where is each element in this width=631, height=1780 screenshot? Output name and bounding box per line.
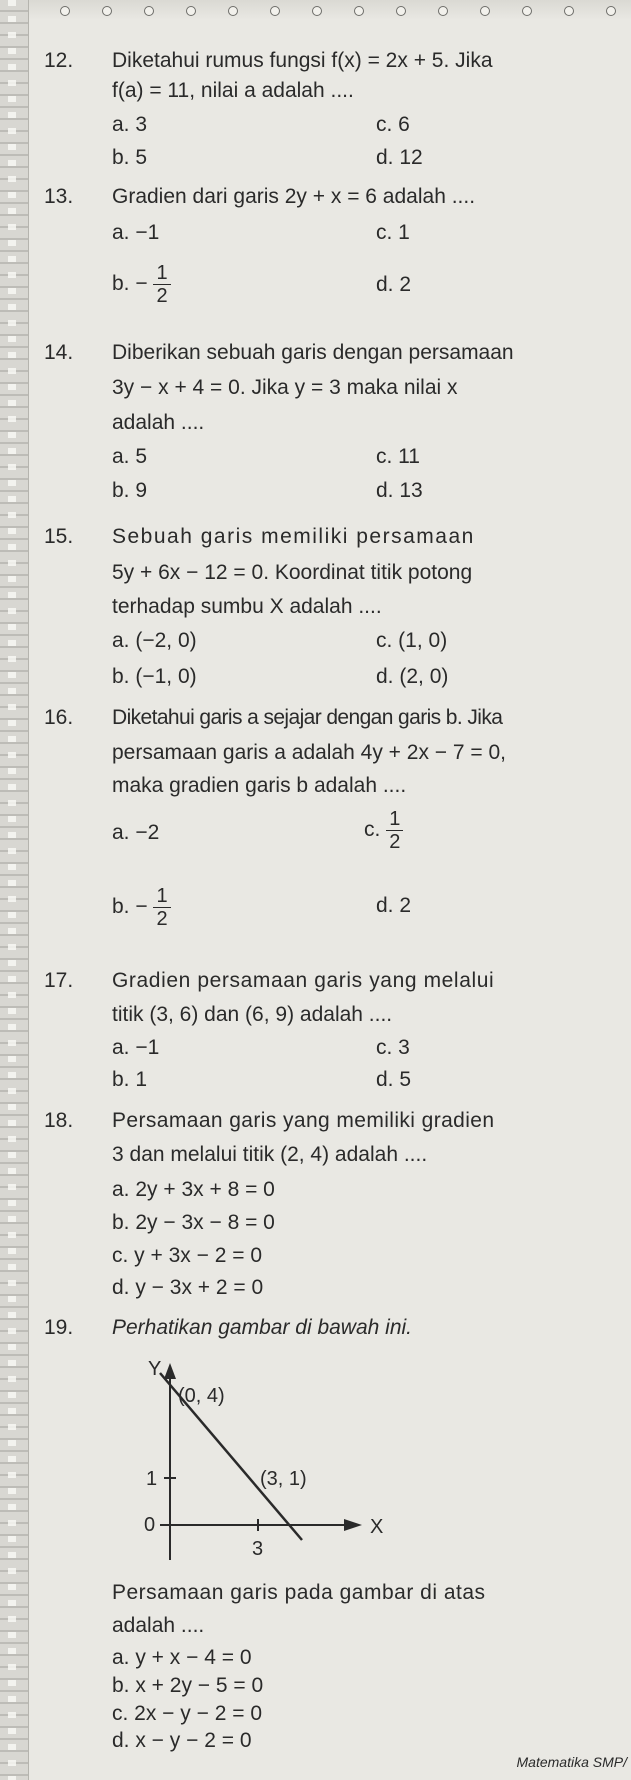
- option-d[interactable]: d. x − y − 2 = 0: [112, 1729, 252, 1752]
- question-stem: Persamaan garis yang memiliki gradien: [112, 1109, 495, 1132]
- fraction: $\frac{1}{2}$: [153, 262, 170, 307]
- option-c[interactable]: c. 2x − y − 2 = 0: [112, 1702, 263, 1725]
- point-label-top: (0, 4): [178, 1385, 225, 1407]
- question-stem: Sebuah garis memiliki persamaan: [112, 525, 475, 548]
- option-a[interactable]: a. (−2, 0): [112, 629, 197, 652]
- question-stem: Diketahui rumus fungsi f(x) = 2x + 5. Jika: [112, 49, 493, 72]
- question-number: 15.: [44, 525, 74, 548]
- option-d[interactable]: d. (2, 0): [376, 665, 449, 688]
- option-c[interactable]: c. (1, 0): [376, 629, 448, 652]
- question-stem: titik (3, 6) dan (6, 9) adalah ....: [112, 1003, 393, 1026]
- option-c[interactable]: c. 11: [376, 445, 420, 468]
- question-stem: Persamaan garis pada gambar di atas: [112, 1581, 486, 1604]
- tick-label-x: 3: [252, 1538, 264, 1560]
- option-c[interactable]: [364, 808, 403, 853]
- origin-label: 0: [144, 1514, 156, 1536]
- option-a[interactable]: a. 3: [112, 113, 148, 136]
- question-stem: adalah ....: [112, 1614, 205, 1637]
- question-number: 17.: [44, 969, 74, 992]
- question-stem: terhadap sumbu X adalah ....: [112, 595, 382, 618]
- option-c[interactable]: c. 1: [376, 221, 410, 244]
- question-number: 13.: [44, 185, 74, 208]
- question-stem: Gradien dari garis 2y + x = 6 adalah ....: [112, 185, 476, 208]
- question-stem: 3y − x + 4 = 0. Jika y = 3 maka nilai x: [112, 376, 458, 399]
- option-c[interactable]: c. 3: [376, 1036, 410, 1059]
- x-axis-label: X: [370, 1516, 384, 1538]
- option-c[interactable]: c. y + 3x − 2 = 0: [112, 1244, 263, 1267]
- option-label: b. −: [112, 272, 148, 296]
- option-a[interactable]: a. 5: [112, 445, 148, 468]
- question-stem: persamaan garis a adalah 4y + 2x − 7 = 0,: [112, 741, 507, 764]
- option-a[interactable]: a. −1: [112, 221, 160, 244]
- question-stem: maka gradien garis b adalah ....: [112, 774, 407, 797]
- option-d[interactable]: d. 12: [376, 146, 423, 169]
- question-stem: adalah ....: [112, 411, 205, 434]
- option-a[interactable]: a. −1: [112, 1036, 160, 1059]
- question-stem: f(a) = 11, nilai a adalah ....: [112, 79, 354, 102]
- question-stem: Diberikan sebuah garis dengan persamaan: [112, 341, 514, 364]
- option-a[interactable]: a. y + x − 4 = 0: [112, 1646, 252, 1669]
- option-b[interactable]: [112, 885, 171, 930]
- option-d[interactable]: d. 5: [376, 1068, 412, 1091]
- question-stem: Perhatikan gambar di bawah ini.: [112, 1316, 413, 1339]
- option-a[interactable]: a. 2y + 3x + 8 = 0: [112, 1178, 275, 1201]
- option-a[interactable]: a. −2: [112, 821, 160, 844]
- option-b[interactable]: b. (−1, 0): [112, 665, 197, 688]
- option-d[interactable]: d. 2: [376, 273, 412, 296]
- question-stem: 5y + 6x − 12 = 0. Koordinat titik potong: [112, 561, 473, 584]
- option-b[interactable]: b. 2y − 3x − 8 = 0: [112, 1211, 275, 1234]
- question-number: 16.: [44, 706, 74, 729]
- tick-label-y: 1: [146, 1468, 158, 1490]
- option-d[interactable]: d. 2: [376, 894, 412, 917]
- question-number: 12.: [44, 49, 74, 72]
- footer-subject: Matematika SMP/: [516, 1754, 627, 1770]
- option-d[interactable]: d. 13: [376, 479, 423, 502]
- option-b[interactable]: [112, 262, 171, 307]
- y-axis-label: Y: [148, 1358, 162, 1380]
- option-d[interactable]: d. y − 3x + 2 = 0: [112, 1276, 264, 1299]
- option-b[interactable]: b. 1: [112, 1068, 148, 1091]
- question-number: 18.: [44, 1109, 74, 1132]
- option-b[interactable]: b. x + 2y − 5 = 0: [112, 1674, 264, 1697]
- fraction: $\frac{1}{2}$: [386, 808, 403, 853]
- option-label: b. −: [112, 895, 148, 919]
- y-axis-arrow: [164, 1363, 176, 1379]
- option-b[interactable]: b. 5: [112, 146, 148, 169]
- option-b[interactable]: b. 9: [112, 479, 148, 502]
- question-stem: 3 dan melalui titik (2, 4) adalah ....: [112, 1143, 428, 1166]
- question-number: 19.: [44, 1316, 74, 1339]
- x-axis-arrow: [344, 1519, 362, 1531]
- line-graph: [130, 1355, 450, 1570]
- question-number: 14.: [44, 341, 74, 364]
- fraction: $\frac{1}{2}$: [153, 885, 170, 930]
- option-c[interactable]: c. 6: [376, 113, 410, 136]
- question-stem: Diketahui garis a sejajar dengan garis b. Jika: [112, 706, 503, 729]
- point-label-bottom: (3, 1): [260, 1468, 307, 1490]
- option-label: c.: [364, 818, 381, 842]
- question-stem: Gradien persamaan garis yang melalui: [112, 969, 495, 992]
